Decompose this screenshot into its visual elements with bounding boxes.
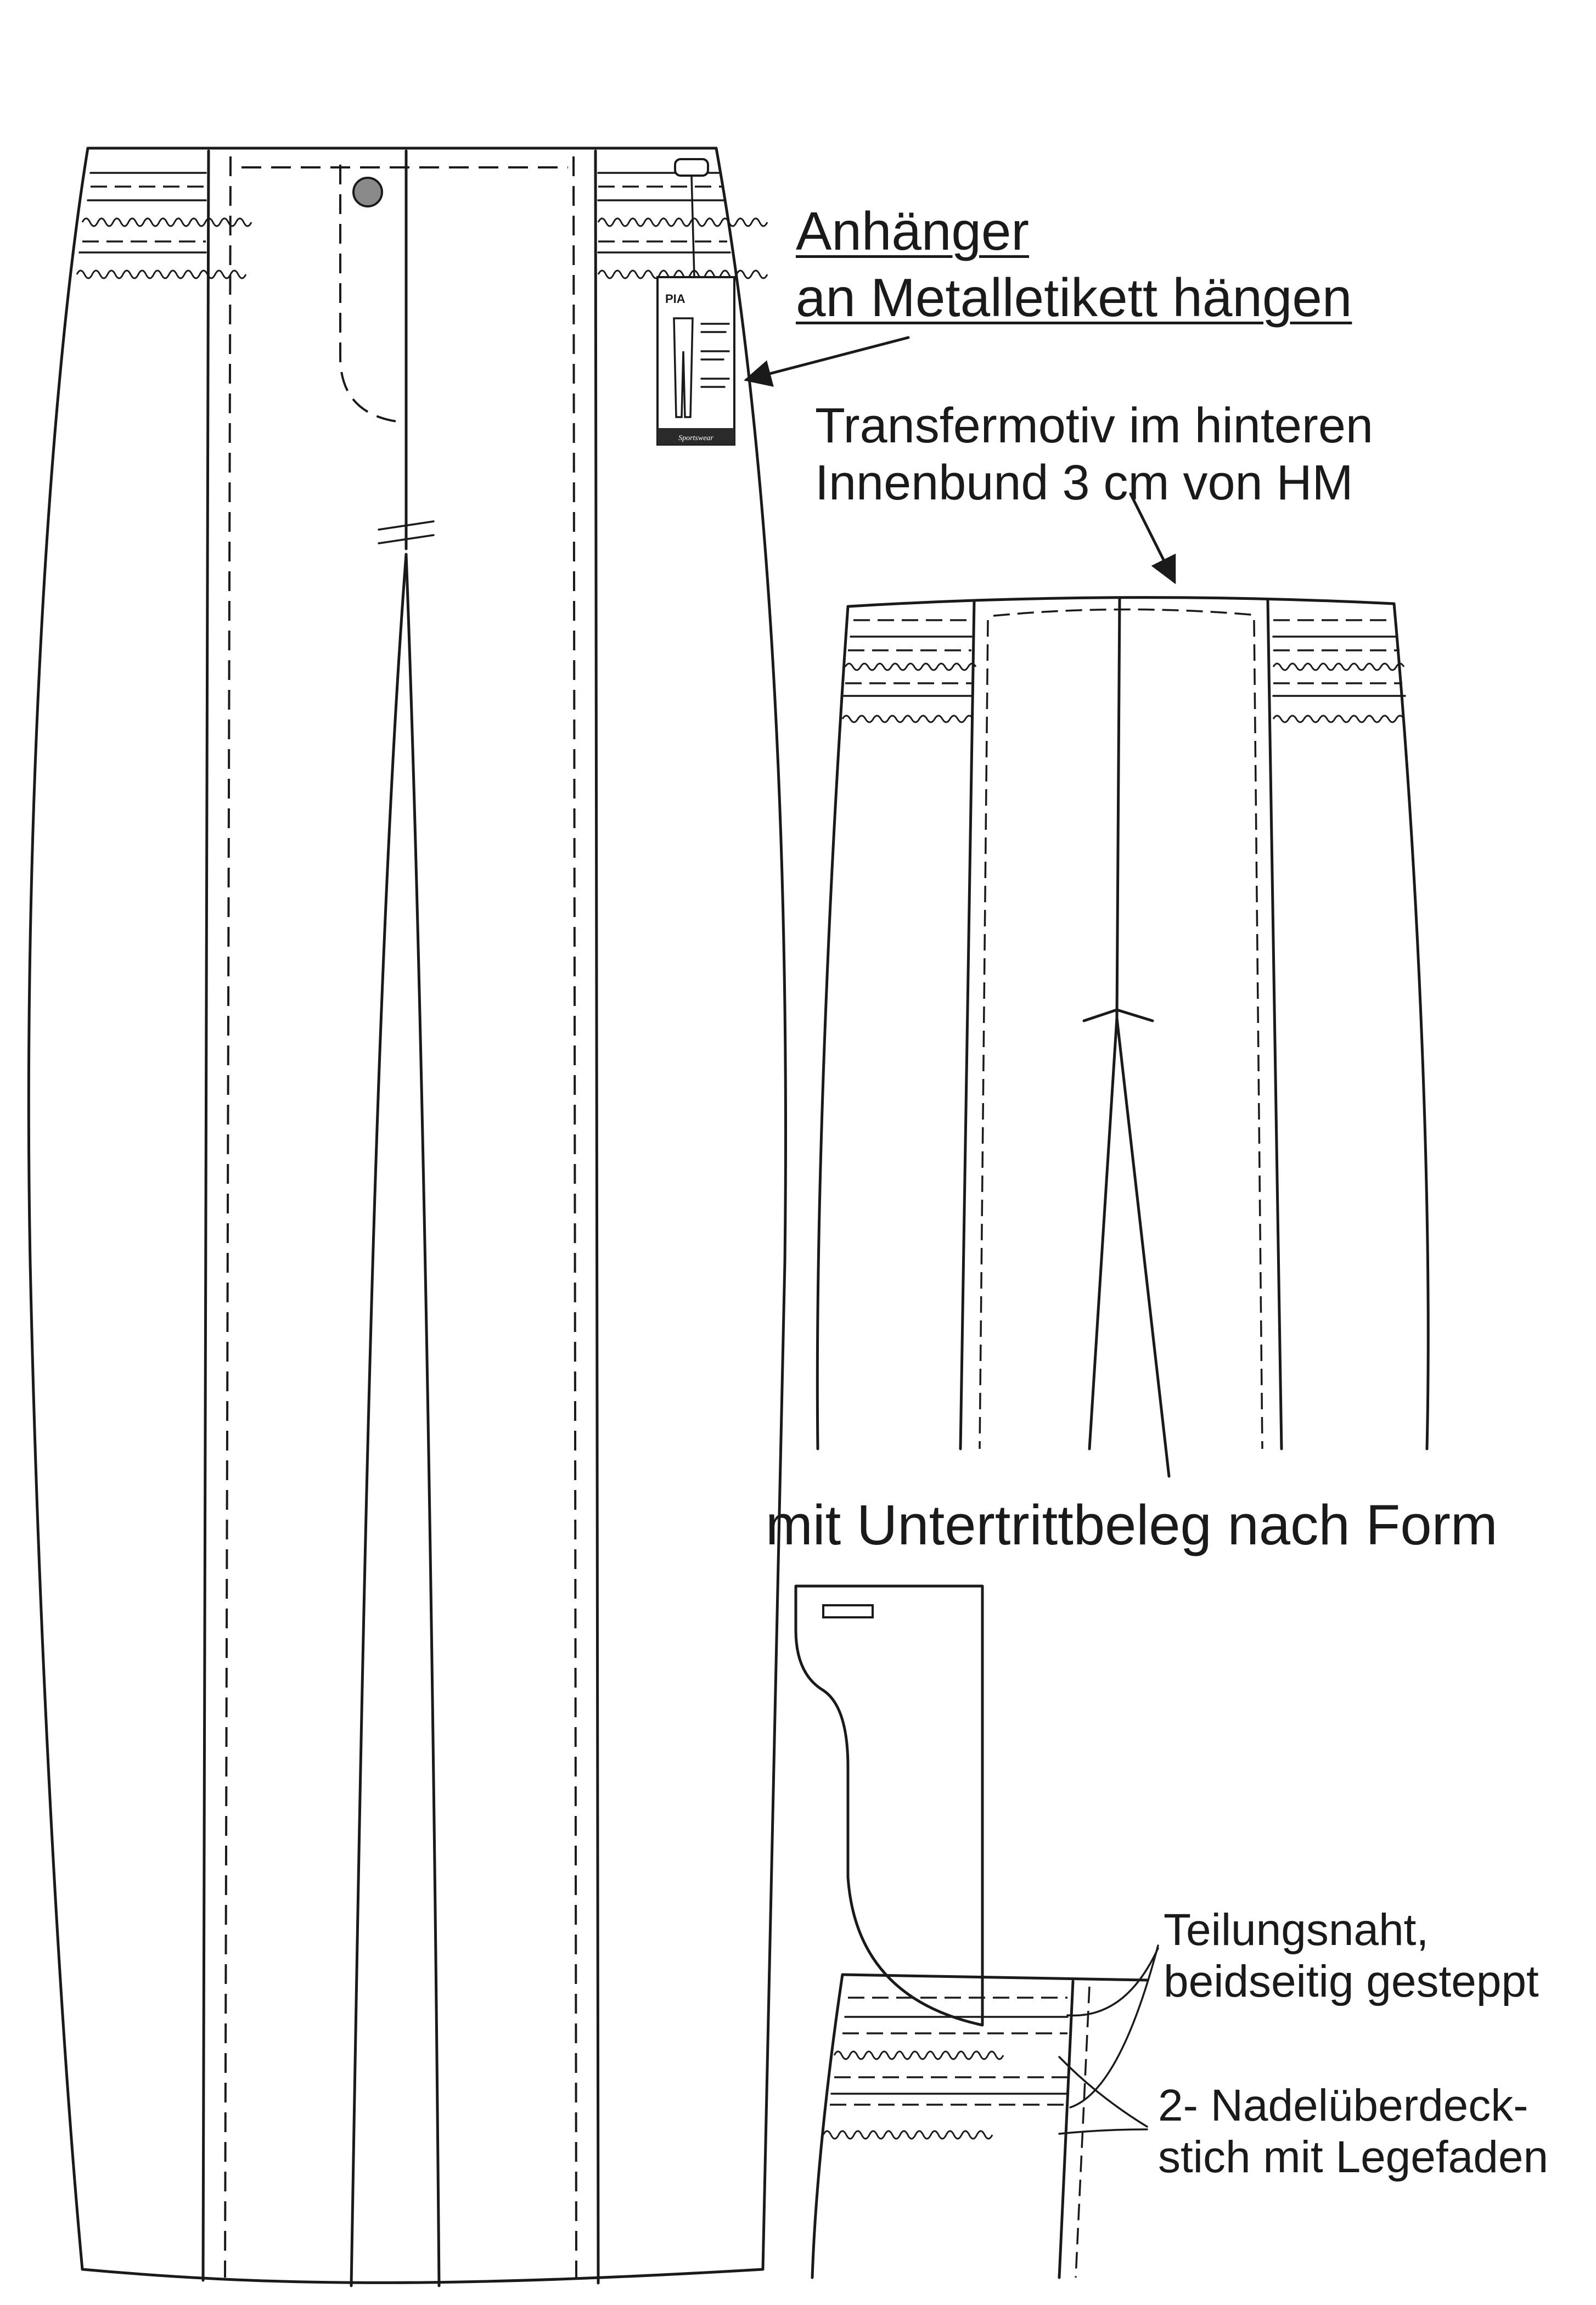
back-waist-line — [848, 598, 1394, 606]
buttonhole — [823, 1605, 873, 1617]
detail-division-seam — [1059, 1981, 1073, 2278]
hang-tag-arrow — [746, 338, 908, 380]
division-seam-leader-1 — [1067, 1948, 1158, 2015]
detail-wave-1 — [834, 2051, 1003, 2059]
front-left-outline — [29, 148, 88, 2269]
hang-tag-label-line1: Anhänger — [796, 201, 1030, 261]
hang-tag-label — [796, 200, 1352, 333]
detail-wave-2 — [823, 2131, 992, 2139]
division-seam-label-line1: Teilungsnaht, — [1164, 1905, 1429, 1955]
metal-label — [675, 159, 708, 176]
front-right-topstitch — [574, 156, 576, 2278]
cover-stitch-label — [1158, 2080, 1548, 2184]
back-center-seam — [1117, 598, 1120, 1018]
fly-facing-label: mit Untertrittbeleg nach Form — [766, 1493, 1498, 1556]
detail-left-edge — [812, 1975, 842, 2278]
back-right-division-seam — [1268, 601, 1282, 1449]
back-view — [817, 494, 1428, 1476]
front-hem — [82, 2269, 763, 2282]
division-seam-leader-2 — [1070, 1946, 1158, 2107]
back-left-outline — [817, 606, 848, 1449]
back-inner-leg-right — [1117, 1018, 1169, 1476]
button — [353, 178, 382, 206]
tag-model: PIA — [665, 292, 685, 306]
cover-stitch-leader-2 — [1059, 2129, 1147, 2134]
front-right-yoke-stitching — [598, 173, 767, 278]
back-waist-topstitch — [993, 609, 1251, 616]
front-inner-leg-left — [351, 554, 406, 2286]
tag-brand: Sportswear — [678, 434, 713, 442]
cover-stitch-label-line2: stich mit Legefaden — [1158, 2132, 1549, 2183]
seam-detail-view — [812, 1946, 1158, 2278]
hang-tag — [657, 277, 734, 445]
front-left-yoke-stitching — [77, 173, 251, 278]
front-right-outline — [716, 148, 785, 2269]
back-right-topstitch — [1254, 620, 1262, 1449]
transfer-motif-label — [815, 398, 1373, 511]
front-right-division-seam — [595, 151, 598, 2283]
hang-tag-label-line2: an Metalletikett hängen — [796, 267, 1352, 328]
back-left-topstitch — [980, 620, 988, 1449]
back-left-division-seam — [960, 601, 974, 1449]
cover-stitch-leader-1 — [1059, 2057, 1147, 2127]
fly-facing-piece — [796, 1586, 982, 2025]
front-left-division-seam — [203, 151, 209, 2280]
back-inner-leg-left — [1089, 1018, 1117, 1449]
transfer-motif-label-line1: Transfermotiv im hinteren — [815, 398, 1373, 453]
front-left-topstitch — [225, 156, 231, 2278]
back-left-yoke-stitching — [842, 620, 976, 722]
cover-stitch-label-line1: 2- Nadelüberdeck- — [1158, 2081, 1528, 2130]
division-seam-label-line2: beidseitig gesteppt — [1164, 1957, 1539, 2007]
front-view — [29, 148, 908, 2286]
back-right-yoke-stitching — [1273, 620, 1405, 722]
fly-facing-outline — [796, 1586, 982, 2025]
division-seam-label — [1164, 1904, 1539, 2008]
transfer-motif-label-line2: Innenbund 3 cm von HM — [815, 455, 1353, 510]
back-right-outline — [1394, 604, 1428, 1449]
tag-string — [692, 176, 694, 277]
front-inner-leg-right — [406, 554, 439, 2286]
